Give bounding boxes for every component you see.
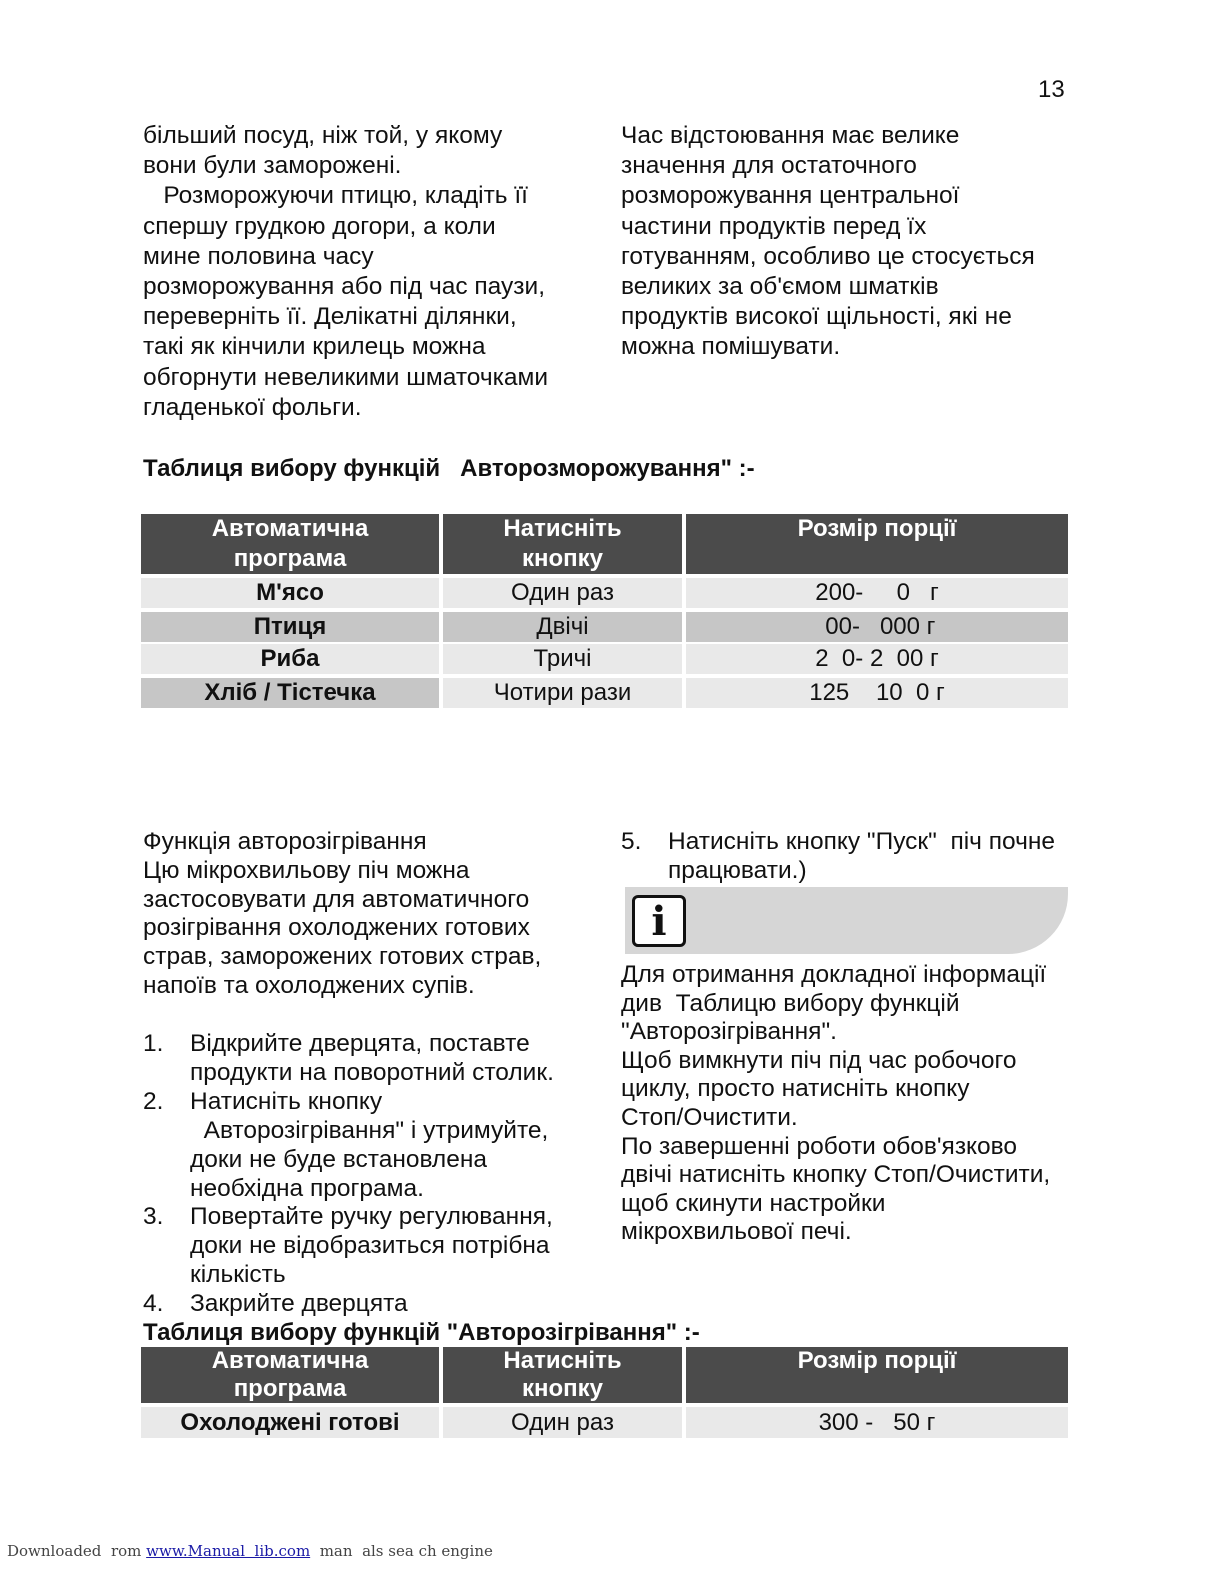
cell-press: Один раз <box>443 578 682 608</box>
header-press <box>443 514 682 574</box>
cell-press: Чотири рази <box>443 678 682 708</box>
header-press <box>443 1347 682 1403</box>
cell-program: Охолоджені готові <box>141 1407 439 1438</box>
text-line: частини продуктів перед їх <box>621 212 927 240</box>
cell-program: Птиця <box>141 612 439 642</box>
info-icon: i <box>632 895 686 947</box>
header-program <box>141 514 439 574</box>
step-line: Авторозігрівання" і утримуйте, <box>190 1117 549 1144</box>
step-line: Натисніть кнопку <box>190 1088 383 1115</box>
text-line: По завершенні роботи обов'язково <box>621 1132 1018 1160</box>
step-line: кількість <box>190 1261 286 1288</box>
steps-list <box>143 1030 593 1322</box>
info-text <box>621 961 1081 1247</box>
reheat-intro <box>143 828 593 1001</box>
header-program-line2: програма <box>233 545 347 572</box>
text-line: готуванням, особливо це стосується <box>621 242 1035 270</box>
text-line: гладенької фольги. <box>143 393 362 421</box>
header-press-line1: Натисніть <box>503 1347 622 1374</box>
cell-press: Тричі <box>443 644 682 674</box>
step-line: працювати.) <box>668 857 807 884</box>
text-line: мікрохвильової печі. <box>621 1218 852 1246</box>
step-number: 5. <box>621 828 642 855</box>
text-line: Функція авторозігрівання <box>143 828 427 855</box>
cell-program: Хліб / Тістечка <box>141 678 439 708</box>
text-line: спершу грудкою догори, а коли <box>143 212 496 240</box>
text-line: більший посуд, ніж той, у якому <box>143 122 503 149</box>
cell-size: 300 - 50 г <box>686 1407 1068 1438</box>
text-line: циклу, просто натисніть кнопку <box>621 1075 970 1103</box>
step-line: необхідна програма. <box>190 1175 424 1202</box>
header-program-line1: Автоматична <box>211 515 369 542</box>
text-line: значення для остаточного <box>621 152 917 180</box>
step-line: Відкрийте дверцята, поставте <box>190 1030 530 1057</box>
step-number: 3. <box>143 1203 164 1230</box>
cell-press: Двічі <box>443 612 682 642</box>
header-press-line1: Натисніть <box>503 515 622 542</box>
step-number: 4. <box>143 1290 164 1317</box>
info-bar <box>625 887 1068 954</box>
step-line: Натисніть кнопку "Пуск" піч почне <box>668 828 1056 855</box>
reheat-table-title: Таблиця вибору функцій "Авторозігрівання" :- <box>143 1319 700 1346</box>
text-line: двічі натисніть кнопку Стоп/Очистити, <box>621 1161 1051 1189</box>
text-line: продуктів високої щільності, які не <box>621 303 1012 331</box>
text-line: великих за об'ємом шматків <box>621 273 939 301</box>
text-line: застосовувати для автоматичного <box>143 885 530 913</box>
step-line: продукти на поворотний столик. <box>190 1059 554 1086</box>
text-line: Для отримання докладної інформації <box>621 961 1047 988</box>
footer-prefix: Downloaded rom <box>7 1542 147 1560</box>
text-line: переверніть її. Делікатні ділянки, <box>143 303 517 331</box>
text-line: страв, заморожених готових страв, <box>143 943 542 971</box>
text-line: розігрівання охолоджених готових <box>143 914 530 942</box>
text-line: "Авторозігрівання". <box>621 1018 837 1046</box>
header-size: Розмір порції <box>686 514 1068 574</box>
text-line: мине половина часу <box>143 242 374 270</box>
text-line: такі як кінчили крилець можна <box>143 333 486 361</box>
text-line: розморожування або під час паузи, <box>143 273 546 301</box>
cell-size: 200- 0 г <box>686 578 1068 608</box>
text-line: Час відстоювання має велике <box>621 122 960 149</box>
text-line: обгорнути невеликими шматочками <box>143 363 549 391</box>
reheat-table <box>141 1347 1068 1438</box>
text-line: щоб скинути настройки <box>621 1189 886 1217</box>
cell-press: Один раз <box>443 1407 682 1438</box>
step-line: доки не відобразиться потрібна <box>190 1232 550 1259</box>
text-line: Щоб вимкнути піч під час робочого <box>621 1046 1017 1074</box>
header-press-line2: кнопку <box>521 545 604 572</box>
cell-program: М'ясо <box>141 578 439 608</box>
footer-suffix: man als sea ch engine <box>310 1542 493 1560</box>
download-footer <box>7 1542 493 1560</box>
text-line: напоїв та охолоджених супів. <box>143 971 475 999</box>
step-5 <box>621 828 1071 886</box>
text-line: розморожування центральної <box>621 182 960 210</box>
footer-link[interactable]: www.Manual lib.com <box>146 1542 311 1560</box>
header-program-line2: програма <box>233 1375 347 1402</box>
text-line: див Таблицю вибору функцій <box>621 989 960 1017</box>
header-program-line1: Автоматична <box>211 1347 369 1374</box>
text-line: Цю мікрохвильову піч можна <box>143 856 470 884</box>
header-size: Розмір порції <box>686 1347 1068 1403</box>
cell-program: Риба <box>141 644 439 674</box>
step-number: 1. <box>143 1030 164 1057</box>
text-line: вони були заморожені. <box>143 152 402 180</box>
defrost-table-title: Таблиця вибору функцій Авторозморожування" :- <box>143 455 755 482</box>
top-left-text-column <box>143 121 593 423</box>
defrost-table <box>141 514 1068 708</box>
top-right-text-column <box>621 121 1081 363</box>
header-program <box>141 1347 439 1403</box>
cell-size: 125 10 0 г <box>686 678 1068 708</box>
step-line: Повертайте ручку регулювання, <box>190 1203 553 1230</box>
cell-size: 00- 000 г <box>686 612 1068 642</box>
text-line: Розморожуючи птицю, кладіть її <box>143 182 528 210</box>
step-line: доки не буде встановлена <box>190 1146 488 1173</box>
page-number: 13 <box>1038 76 1065 103</box>
step-line: Закрийте дверцята <box>190 1290 408 1317</box>
cell-size: 2 0- 2 00 г <box>686 644 1068 674</box>
text-line: можна помішувати. <box>621 333 841 361</box>
header-press-line2: кнопку <box>521 1375 604 1402</box>
text-line: Стоп/Очистити. <box>621 1103 798 1131</box>
step-number: 2. <box>143 1088 164 1115</box>
